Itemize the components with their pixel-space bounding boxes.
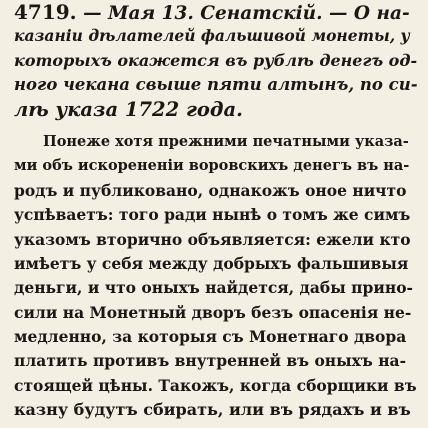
decree-text: [14, 0, 418, 423]
body-line-5: указомъ вторично объявляется: ежели кто: [14, 229, 411, 249]
decree-heading-text: — Мая 13. Сенатскій. — О на-: [83, 3, 410, 24]
body-line-12: казну будутъ сбирать, или въ рядахъ и въ: [14, 400, 411, 420]
body-line-9: медленно, за которыя съ Монетнаго двора: [14, 327, 407, 347]
body-line-10: платить противъ внутренней въ оныхъ на-: [14, 351, 407, 371]
decree-heading-line-1: [14, 0, 418, 24]
decree-heading-line-3: которыхъ окажется въ рублѣ денегъ од-: [14, 50, 418, 70]
body-line-11: стоящей цѣны. Такожъ, когда сборщики въ: [14, 375, 417, 395]
body-line-1: Понеже хотя прежними печатными указа-: [43, 132, 409, 150]
paragraph-gap: [14, 122, 418, 130]
body-line-3: родъ и публиковано, однакожъ оное ничто: [14, 180, 407, 200]
body-line-6: имѣетъ у себя между добрыхъ фальшивыя: [14, 253, 409, 273]
body-line-2: ми объ искорененіи воровскихъ денегъ въ на-: [14, 157, 410, 175]
decree-heading-line-5: лѣ указа 1722 года.: [14, 97, 243, 121]
body-line-4: успѣваетъ: того ради нынѣ о томъ же симъ: [14, 205, 411, 225]
decree-heading-line-2: казаніи дѣлателей фальшивой монеты, у: [14, 26, 410, 46]
body-line-7: деньги, и что оныхъ найдется, дабы прино-: [14, 278, 413, 298]
decree-heading-line-4: ного чекана свыше пяти алтынъ, по си-: [14, 75, 418, 95]
body-line-8: сили на Монетный дворъ безъ опасенія не-: [14, 302, 412, 322]
decree-number: 4719.: [14, 0, 77, 24]
